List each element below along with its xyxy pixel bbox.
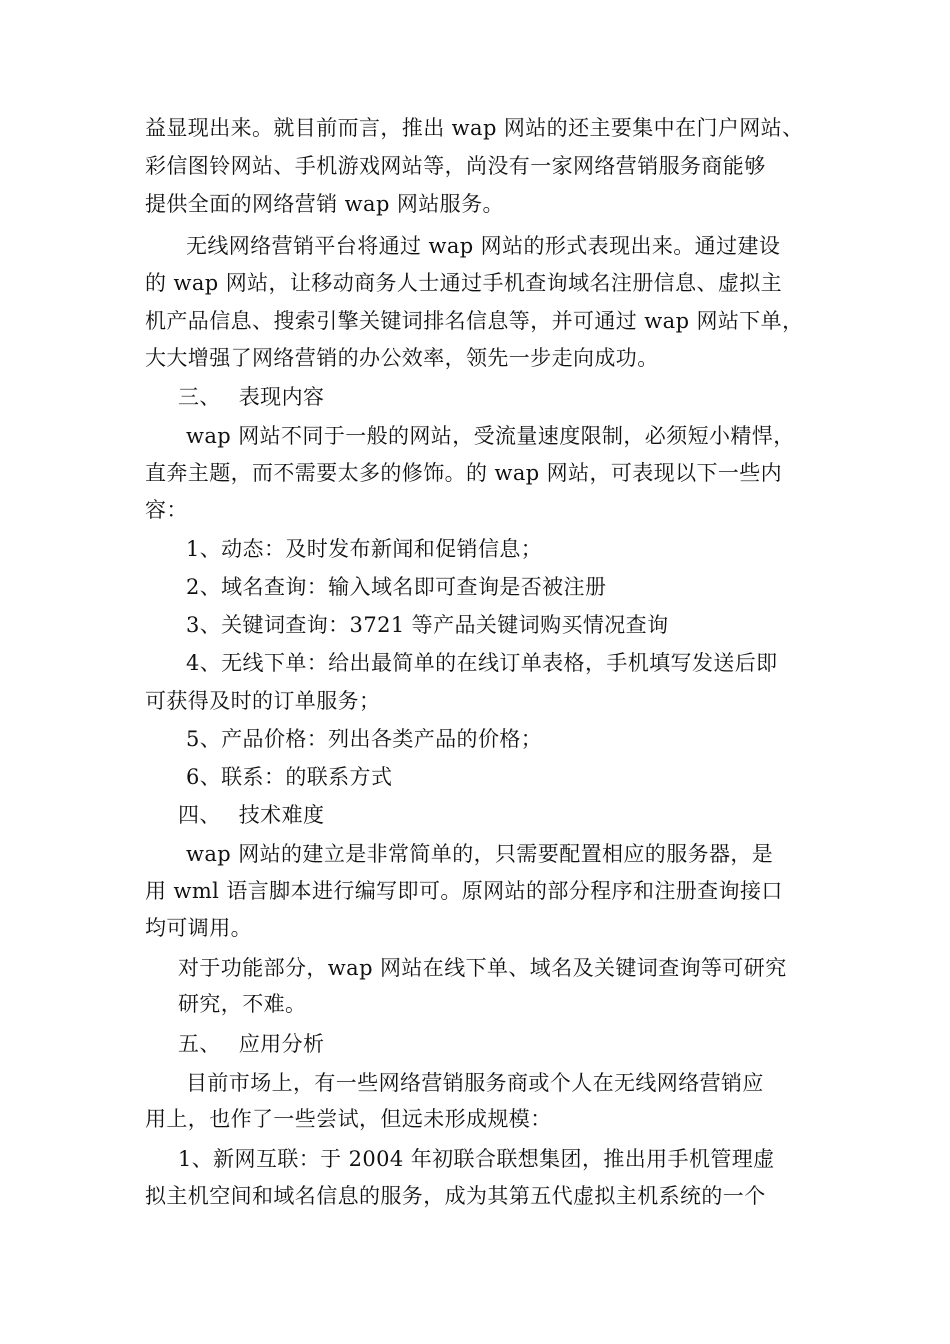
text-line: 益显现出来。就目前而言，推出 wap 网站的还主要集中在门户网站、: [145, 116, 804, 140]
text-line: 大大增强了网络营销的办公效率，领先一步走向成功。: [145, 346, 659, 370]
list-item: 4、无线下单：给出最简单的在线订单表格，手机填写发送后即: [186, 651, 778, 675]
list-item: 1、新网互联：于 2004 年初联合联想集团，推出用手机管理虚: [178, 1147, 775, 1171]
text-line: 目前市场上，有一些网络营销服务商或个人在无线网络营销应: [186, 1071, 764, 1095]
list-item: 5、产品价格：列出各类产品的价格；: [186, 727, 543, 751]
list-item: 6、联系：的联系方式: [186, 765, 393, 789]
text-line: 机产品信息、搜索引擎关键词排名信息等，并可通过 wap 网站下单，: [145, 309, 804, 333]
text-line: 用上，也作了一些尝试，但远未形成规模：: [145, 1107, 552, 1131]
text-line: wap 网站不同于一般的网站，受流量速度限制，必须短小精悍，: [186, 424, 795, 448]
text-line: 均可调用。: [145, 916, 252, 940]
text-line: 拟主机空间和域名信息的服务，成为其第五代虚拟主机系统的一个: [145, 1184, 766, 1208]
text-line: 的 wap 网站，让移动商务人士通过手机查询域名注册信息、虚拟主: [145, 271, 783, 295]
text-line: 直奔主题，而不需要太多的修饰。的 wap 网站，可表现以下一些内: [145, 461, 783, 485]
list-item: 2、域名查询：输入域名即可查询是否被注册: [186, 575, 607, 599]
text-line: 彩信图铃网站、手机游戏网站等，尚没有一家网络营销服务商能够: [145, 154, 766, 178]
section-heading-5: 五、 应用分析: [178, 1032, 325, 1056]
text-line: 对于功能部分，wap 网站在线下单、域名及关键词查询等可研究: [178, 956, 787, 980]
section-heading-3: 三、 表现内容: [178, 385, 325, 409]
text-line: 容：: [145, 498, 188, 522]
text-line: 提供全面的网络营销 wap 网站服务。: [145, 192, 504, 216]
list-item: 3、关键词查询：3721 等产品关键词购买情况查询: [186, 613, 669, 637]
text-line: 无线网络营销平台将通过 wap 网站的形式表现出来。通过建设: [186, 234, 781, 258]
text-line: wap 网站的建立是非常简单的，只需要配置相应的服务器，是: [186, 842, 774, 866]
list-item: 1、动态：及时发布新闻和促销信息；: [186, 537, 543, 561]
text-line: 可获得及时的订单服务；: [145, 689, 381, 713]
section-heading-4: 四、 技术难度: [178, 803, 325, 827]
text-line: 研究，不难。: [178, 992, 307, 1016]
text-line: 用 wml 语言脚本进行编写即可。原网站的部分程序和注册查询接口: [145, 879, 783, 903]
